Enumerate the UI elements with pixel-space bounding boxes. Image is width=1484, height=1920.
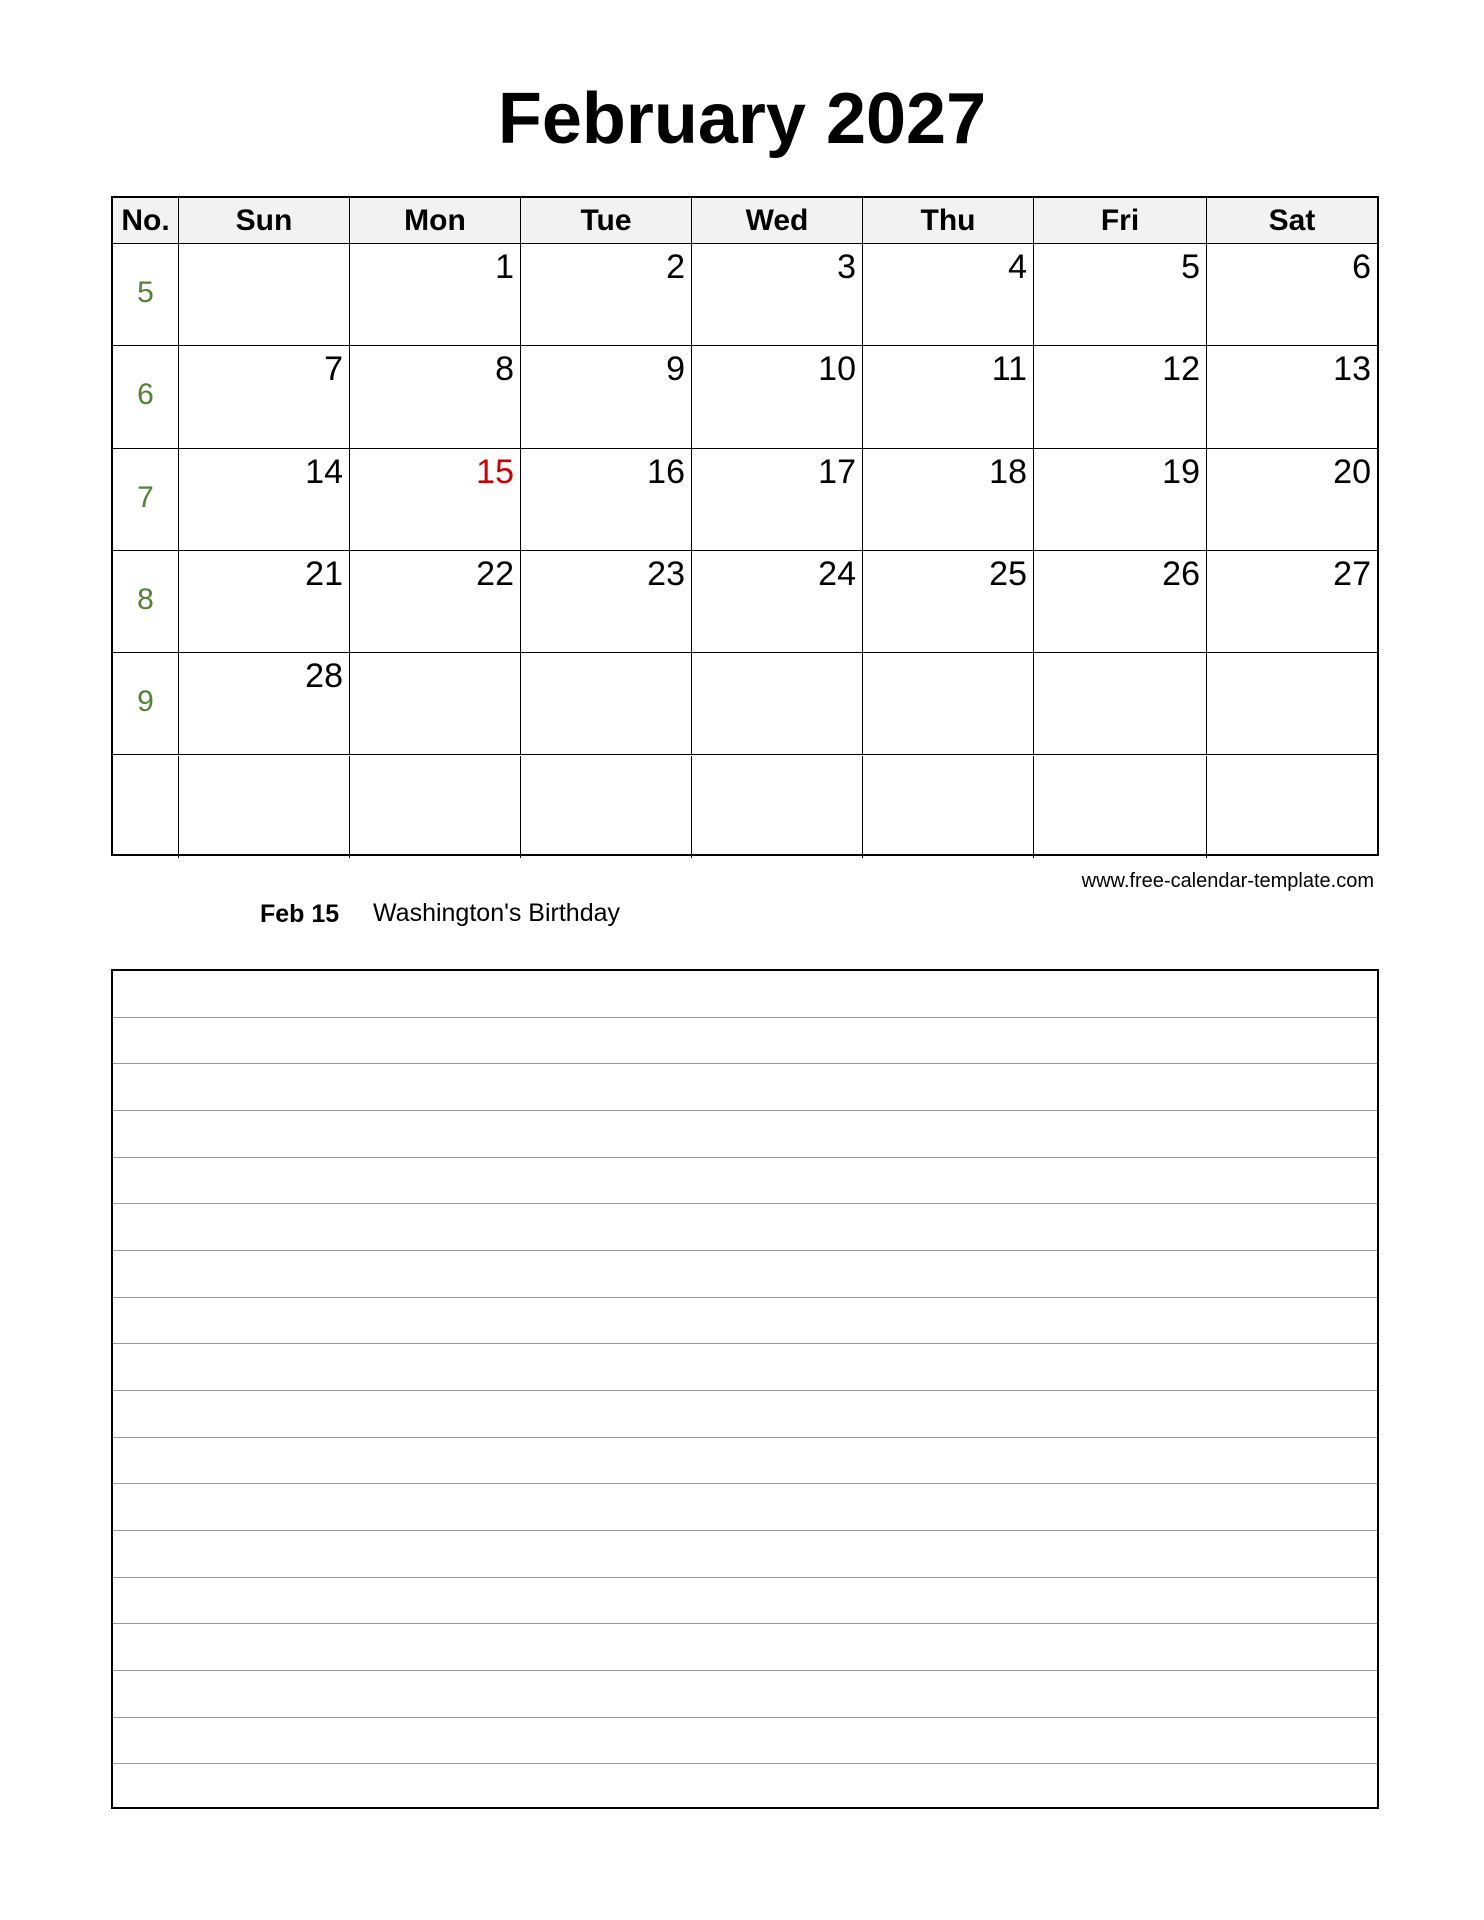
day-number: 26 [1162, 554, 1200, 593]
day-cell[interactable] [521, 449, 692, 551]
header-day: Sat [1207, 198, 1377, 244]
day-cell[interactable] [179, 244, 350, 346]
day-cell[interactable] [350, 551, 521, 653]
header-week-no: No. [113, 198, 179, 244]
day-cell[interactable] [1034, 551, 1207, 653]
day-cell[interactable] [350, 449, 521, 551]
day-number: 21 [305, 554, 343, 593]
day-number: 11 [991, 350, 1027, 389]
holiday-name: Washington's Birthday [373, 899, 621, 927]
day-cell[interactable] [863, 756, 1034, 858]
notes-line [113, 1017, 1377, 1018]
notes-line [113, 1390, 1377, 1391]
day-number: 4 [1008, 248, 1027, 286]
notes-line [113, 1203, 1377, 1204]
week-number: 8 [137, 582, 154, 616]
day-number: 23 [647, 554, 685, 593]
week-number: 5 [137, 276, 154, 309]
day-cell[interactable] [863, 551, 1034, 653]
day-number: 12 [1162, 350, 1200, 389]
day-number: 9 [666, 350, 685, 389]
day-number: 18 [989, 452, 1027, 491]
day-cell[interactable] [350, 346, 521, 448]
day-number: 16 [647, 452, 685, 491]
day-number: 19 [1162, 452, 1200, 491]
header-day: Fri [1034, 198, 1207, 244]
header-day: Sun [179, 198, 350, 244]
day-cell[interactable] [521, 244, 692, 346]
page-title: February 2027 [497, 79, 987, 159]
day-cell[interactable] [1034, 756, 1207, 858]
day-number: 1 [495, 248, 514, 286]
calendar-grid [111, 196, 1379, 856]
day-number: 22 [476, 554, 514, 593]
week-number-cell [113, 244, 179, 346]
day-number: 13 [1333, 350, 1371, 389]
week-number-cell [113, 653, 179, 755]
day-number: 5 [1181, 248, 1200, 286]
day-cell[interactable] [179, 551, 350, 653]
notes-line [113, 1157, 1377, 1158]
notes-line [113, 1063, 1377, 1064]
day-number: 14 [305, 452, 343, 491]
notes-line [113, 1250, 1377, 1251]
notes-line [113, 1717, 1377, 1718]
day-cell[interactable] [1207, 551, 1377, 653]
day-cell[interactable] [863, 653, 1034, 755]
day-cell[interactable] [692, 449, 863, 551]
day-number: 28 [305, 657, 343, 696]
notes-line [113, 1623, 1377, 1624]
day-cell[interactable] [179, 653, 350, 755]
day-cell[interactable] [863, 346, 1034, 448]
week-number-cell [113, 551, 179, 653]
week-number: 6 [137, 378, 154, 412]
day-cell[interactable] [179, 756, 350, 858]
day-cell[interactable] [692, 244, 863, 346]
day-cell[interactable] [1034, 346, 1207, 448]
day-cell[interactable] [179, 346, 350, 448]
day-cell[interactable] [692, 653, 863, 755]
notes-line [113, 1343, 1377, 1344]
day-number: 25 [989, 554, 1027, 593]
day-number: 27 [1333, 554, 1371, 593]
notes-line [113, 1437, 1377, 1438]
day-cell[interactable] [521, 756, 692, 858]
notes-line [113, 1297, 1377, 1298]
day-cell[interactable] [521, 653, 692, 755]
day-cell[interactable] [1034, 449, 1207, 551]
notes-area[interactable] [111, 969, 1379, 1809]
day-cell[interactable] [1207, 449, 1377, 551]
week-number: 7 [137, 480, 154, 514]
day-cell[interactable] [179, 449, 350, 551]
notes-line [113, 1577, 1377, 1578]
header-day: Thu [863, 198, 1034, 244]
day-cell[interactable] [1207, 756, 1377, 858]
day-number: 17 [818, 452, 856, 491]
notes-line [113, 1483, 1377, 1484]
notes-line [113, 1110, 1377, 1111]
holiday-date: Feb 15 [260, 900, 340, 928]
day-cell[interactable] [350, 244, 521, 346]
day-cell[interactable] [1207, 346, 1377, 448]
day-cell[interactable] [692, 346, 863, 448]
day-number: 6 [1352, 248, 1371, 286]
day-cell[interactable] [863, 244, 1034, 346]
day-cell[interactable] [350, 756, 521, 858]
day-cell[interactable] [1207, 244, 1377, 346]
notes-line [113, 1670, 1377, 1671]
day-cell[interactable] [1207, 653, 1377, 755]
day-cell[interactable] [863, 449, 1034, 551]
week-number-cell [113, 449, 179, 551]
header-day: Wed [692, 198, 863, 244]
week-number: 9 [137, 685, 154, 719]
day-cell[interactable] [350, 653, 521, 755]
notes-line [113, 1763, 1377, 1764]
header-day: Tue [521, 198, 692, 244]
website-credit: www.free-calendar-template.com [1081, 870, 1374, 892]
day-cell[interactable] [521, 551, 692, 653]
day-number: 24 [818, 554, 856, 593]
day-cell[interactable] [1034, 653, 1207, 755]
notes-line [113, 1530, 1377, 1531]
day-number: 2 [666, 248, 685, 286]
header-day: Mon [350, 198, 521, 244]
day-cell[interactable] [692, 756, 863, 858]
day-number: 8 [495, 350, 514, 389]
day-cell[interactable] [521, 346, 692, 448]
week-number-cell [113, 756, 179, 858]
day-number: 7 [324, 350, 343, 389]
day-cell[interactable] [692, 551, 863, 653]
day-cell[interactable] [1034, 244, 1207, 346]
day-number: 20 [1333, 452, 1371, 491]
day-number: 15 [476, 452, 514, 491]
day-number: 10 [818, 350, 856, 389]
day-number: 3 [837, 248, 856, 286]
week-number-cell [113, 346, 179, 448]
